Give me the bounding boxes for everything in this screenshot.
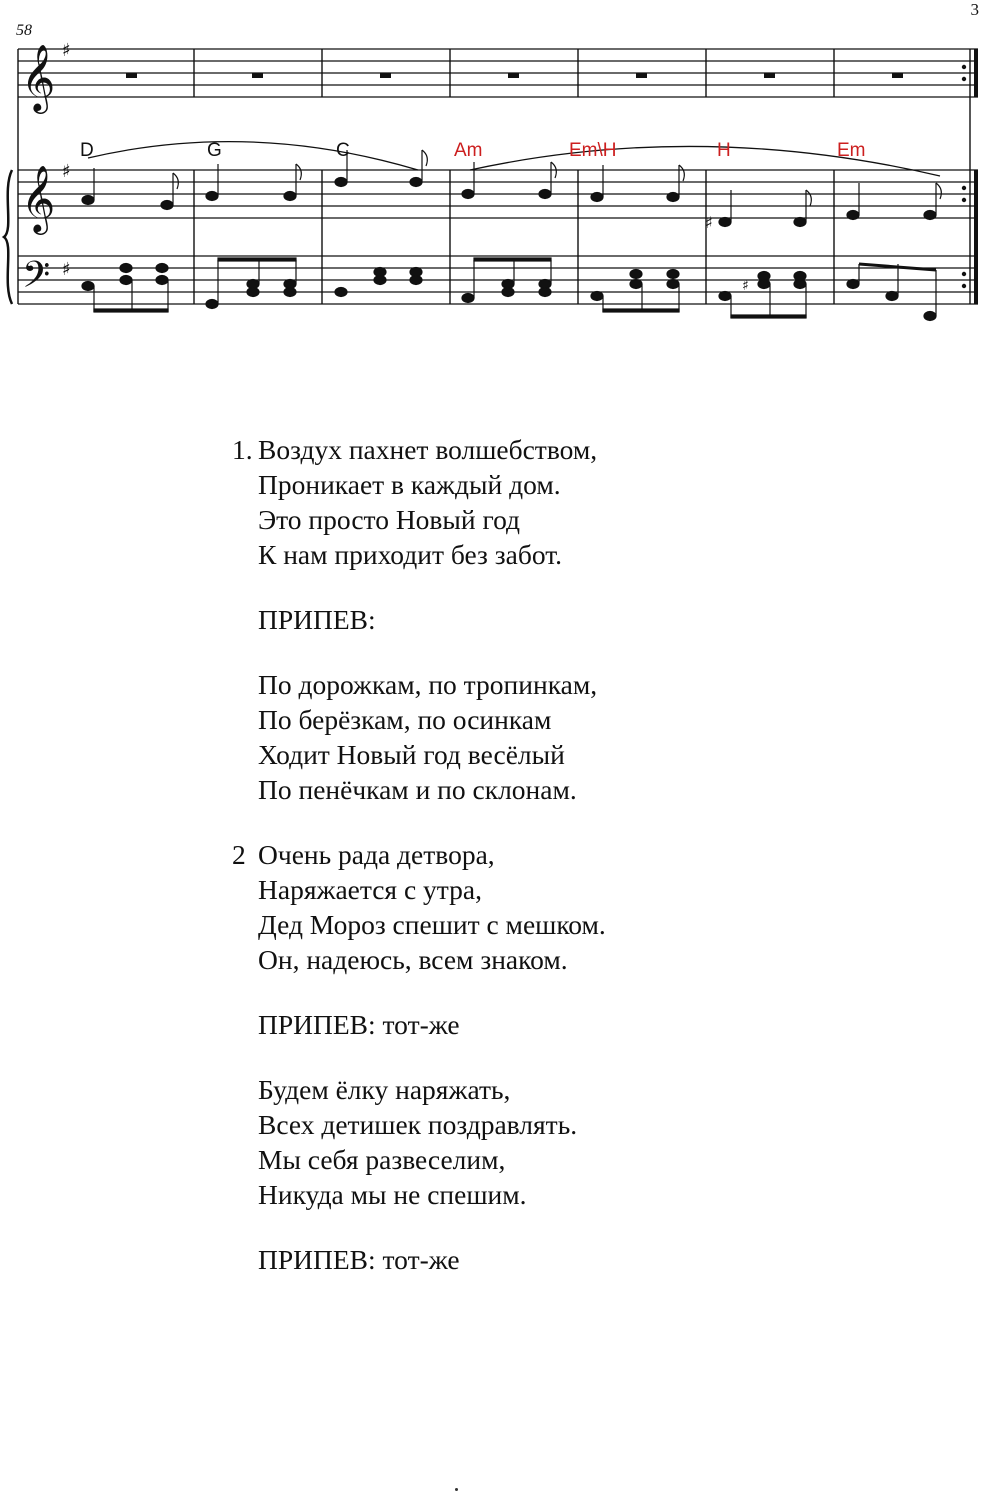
stanza xyxy=(232,1072,872,1212)
lyric-line xyxy=(232,537,872,572)
lyric-text: Ходит Новый год весёлый xyxy=(258,739,565,770)
stanza xyxy=(232,1007,872,1042)
lyric-text: Всех детишек поздравлять. xyxy=(258,1109,578,1140)
lyric-text: ПРИПЕВ: xyxy=(258,604,376,635)
svg-text:𝄢: 𝄢 xyxy=(22,254,51,305)
lyric-line xyxy=(232,602,872,637)
lyric-line xyxy=(232,942,872,977)
lyric-text: По дорожкам, по тропинкам, xyxy=(258,669,598,700)
lyric-line xyxy=(232,772,872,807)
lyric-line xyxy=(232,502,872,537)
page-dot xyxy=(455,1488,458,1491)
svg-text:♯: ♯ xyxy=(62,259,71,280)
chord-symbol: Am xyxy=(454,140,483,161)
lyric-line xyxy=(232,1007,872,1042)
measure-number: 58 xyxy=(16,22,32,39)
music-score xyxy=(0,0,983,340)
page-number: 3 xyxy=(970,0,979,19)
lyric-text: Мы себя развеселим, xyxy=(258,1144,506,1175)
lyric-line xyxy=(232,467,872,502)
lyric-line xyxy=(232,907,872,942)
lyric-line xyxy=(232,737,872,772)
chord-symbol: D xyxy=(80,140,94,161)
lyric-line xyxy=(232,872,872,907)
chord-symbol: Em xyxy=(837,140,866,161)
lyric-line xyxy=(232,1072,872,1107)
lyric-text: Это просто Новый год xyxy=(258,504,521,535)
svg-text:♯: ♯ xyxy=(742,278,749,294)
chord-symbol: H xyxy=(717,140,731,161)
lyric-text: Он, надеюсь, всем знаком. xyxy=(258,944,568,975)
svg-text:♯: ♯ xyxy=(705,213,713,232)
lyric-line xyxy=(232,667,872,702)
svg-text:♯: ♯ xyxy=(62,40,71,61)
lyric-text: Никуда мы не спешим. xyxy=(258,1179,527,1210)
chord-symbol: Em\H xyxy=(569,140,617,161)
lyric-line xyxy=(232,1242,872,1277)
chord-symbol: C xyxy=(336,140,350,161)
lyric-line xyxy=(232,837,872,872)
lyric-line xyxy=(232,702,872,737)
lyric-text: ПРИПЕВ: тот-же xyxy=(258,1244,460,1275)
verse-number: 2 xyxy=(232,839,246,870)
lyric-text: Будем ёлку наряжать, xyxy=(258,1074,511,1105)
stanza xyxy=(232,602,872,637)
verse-number: 1. xyxy=(232,434,253,465)
lyric-line xyxy=(232,1107,872,1142)
svg-text:𝄞: 𝄞 xyxy=(21,164,56,232)
lyric-text: Очень рада детвора, xyxy=(258,839,495,870)
stanza xyxy=(232,432,872,572)
lyric-text: Наряжается с утра, xyxy=(258,874,482,905)
stanza xyxy=(232,667,872,807)
chord-symbol: G xyxy=(207,140,222,161)
lyric-line xyxy=(232,1142,872,1177)
lyric-text: Воздух пахнет волшебством, xyxy=(258,434,598,465)
lyrics xyxy=(232,432,872,1307)
lyric-text: Проникает в каждый дом. xyxy=(258,469,561,500)
lyric-text: ПРИПЕВ: тот-же xyxy=(258,1009,460,1040)
lyric-line xyxy=(232,432,872,467)
lyric-line xyxy=(232,1177,872,1212)
svg-text:𝄞: 𝄞 xyxy=(21,43,56,111)
lyric-text: По берёзкам, по осинкам xyxy=(258,704,552,735)
lyric-text: По пенёчкам и по склонам. xyxy=(258,774,577,805)
stanza xyxy=(232,1242,872,1277)
lyric-text: К нам приходит без забот. xyxy=(258,539,563,570)
lyric-text: Дед Мороз спешит с мешком. xyxy=(258,909,606,940)
stanza xyxy=(232,837,872,977)
svg-text:♯: ♯ xyxy=(62,161,71,182)
